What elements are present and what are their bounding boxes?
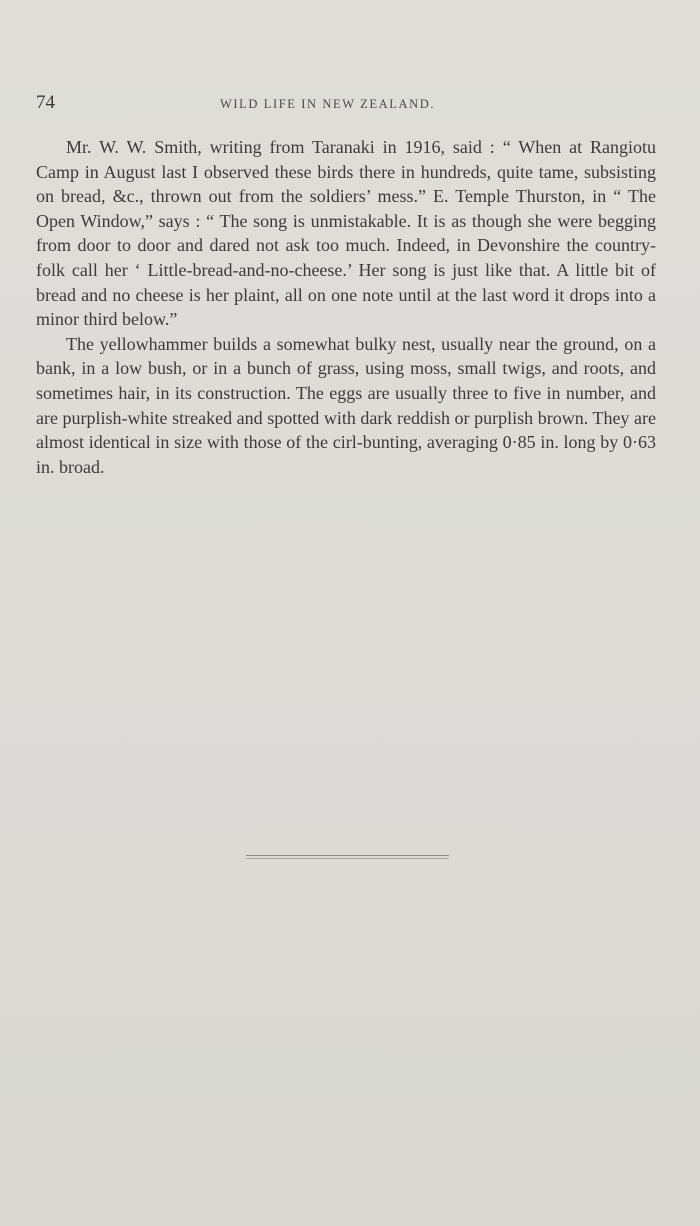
page-number: 74 <box>36 92 55 113</box>
paragraph-1: Mr. W. W. Smith, writing from Taranaki in 1916, said : “ When at Rangiotu Camp in August last I observed these birds there in hundreds, quite tame, subsisting on bread, &c., thrown out from the soldiers’ mess.” E. Temple Thurston, in “ The Open Window,” says : “ The song is unmistakable. It is as though she were begging from door to door and dared not ask too much. Indeed, in Devonshire the country-folk call her ‘ Little-bread-and-no-cheese.’ Her song is just like that. A little bit of bread and no cheese is her plaint, all on one note until at the last word it drops into a minor third below.” <box>36 137 656 330</box>
section-end-rule <box>246 855 449 856</box>
running-title: WILD LIFE IN NEW ZEALAND. <box>220 97 436 111</box>
running-head <box>36 92 656 114</box>
paragraph-2: The yellowhammer builds a somewhat bulky nest, usually near the ground, on a bank, in a low bush, or in a bunch of grass, using moss, small twigs, and roots, and sometimes hair, in its construction. The eggs are usually three to five in number, and are purplish-white streaked and spotted with dark reddish or purplish brown. They are almost identical in size with those of the cirl-bunting, averaging 0·85 in. long by 0·63 in. broad. <box>36 333 656 477</box>
body-text <box>36 135 656 479</box>
